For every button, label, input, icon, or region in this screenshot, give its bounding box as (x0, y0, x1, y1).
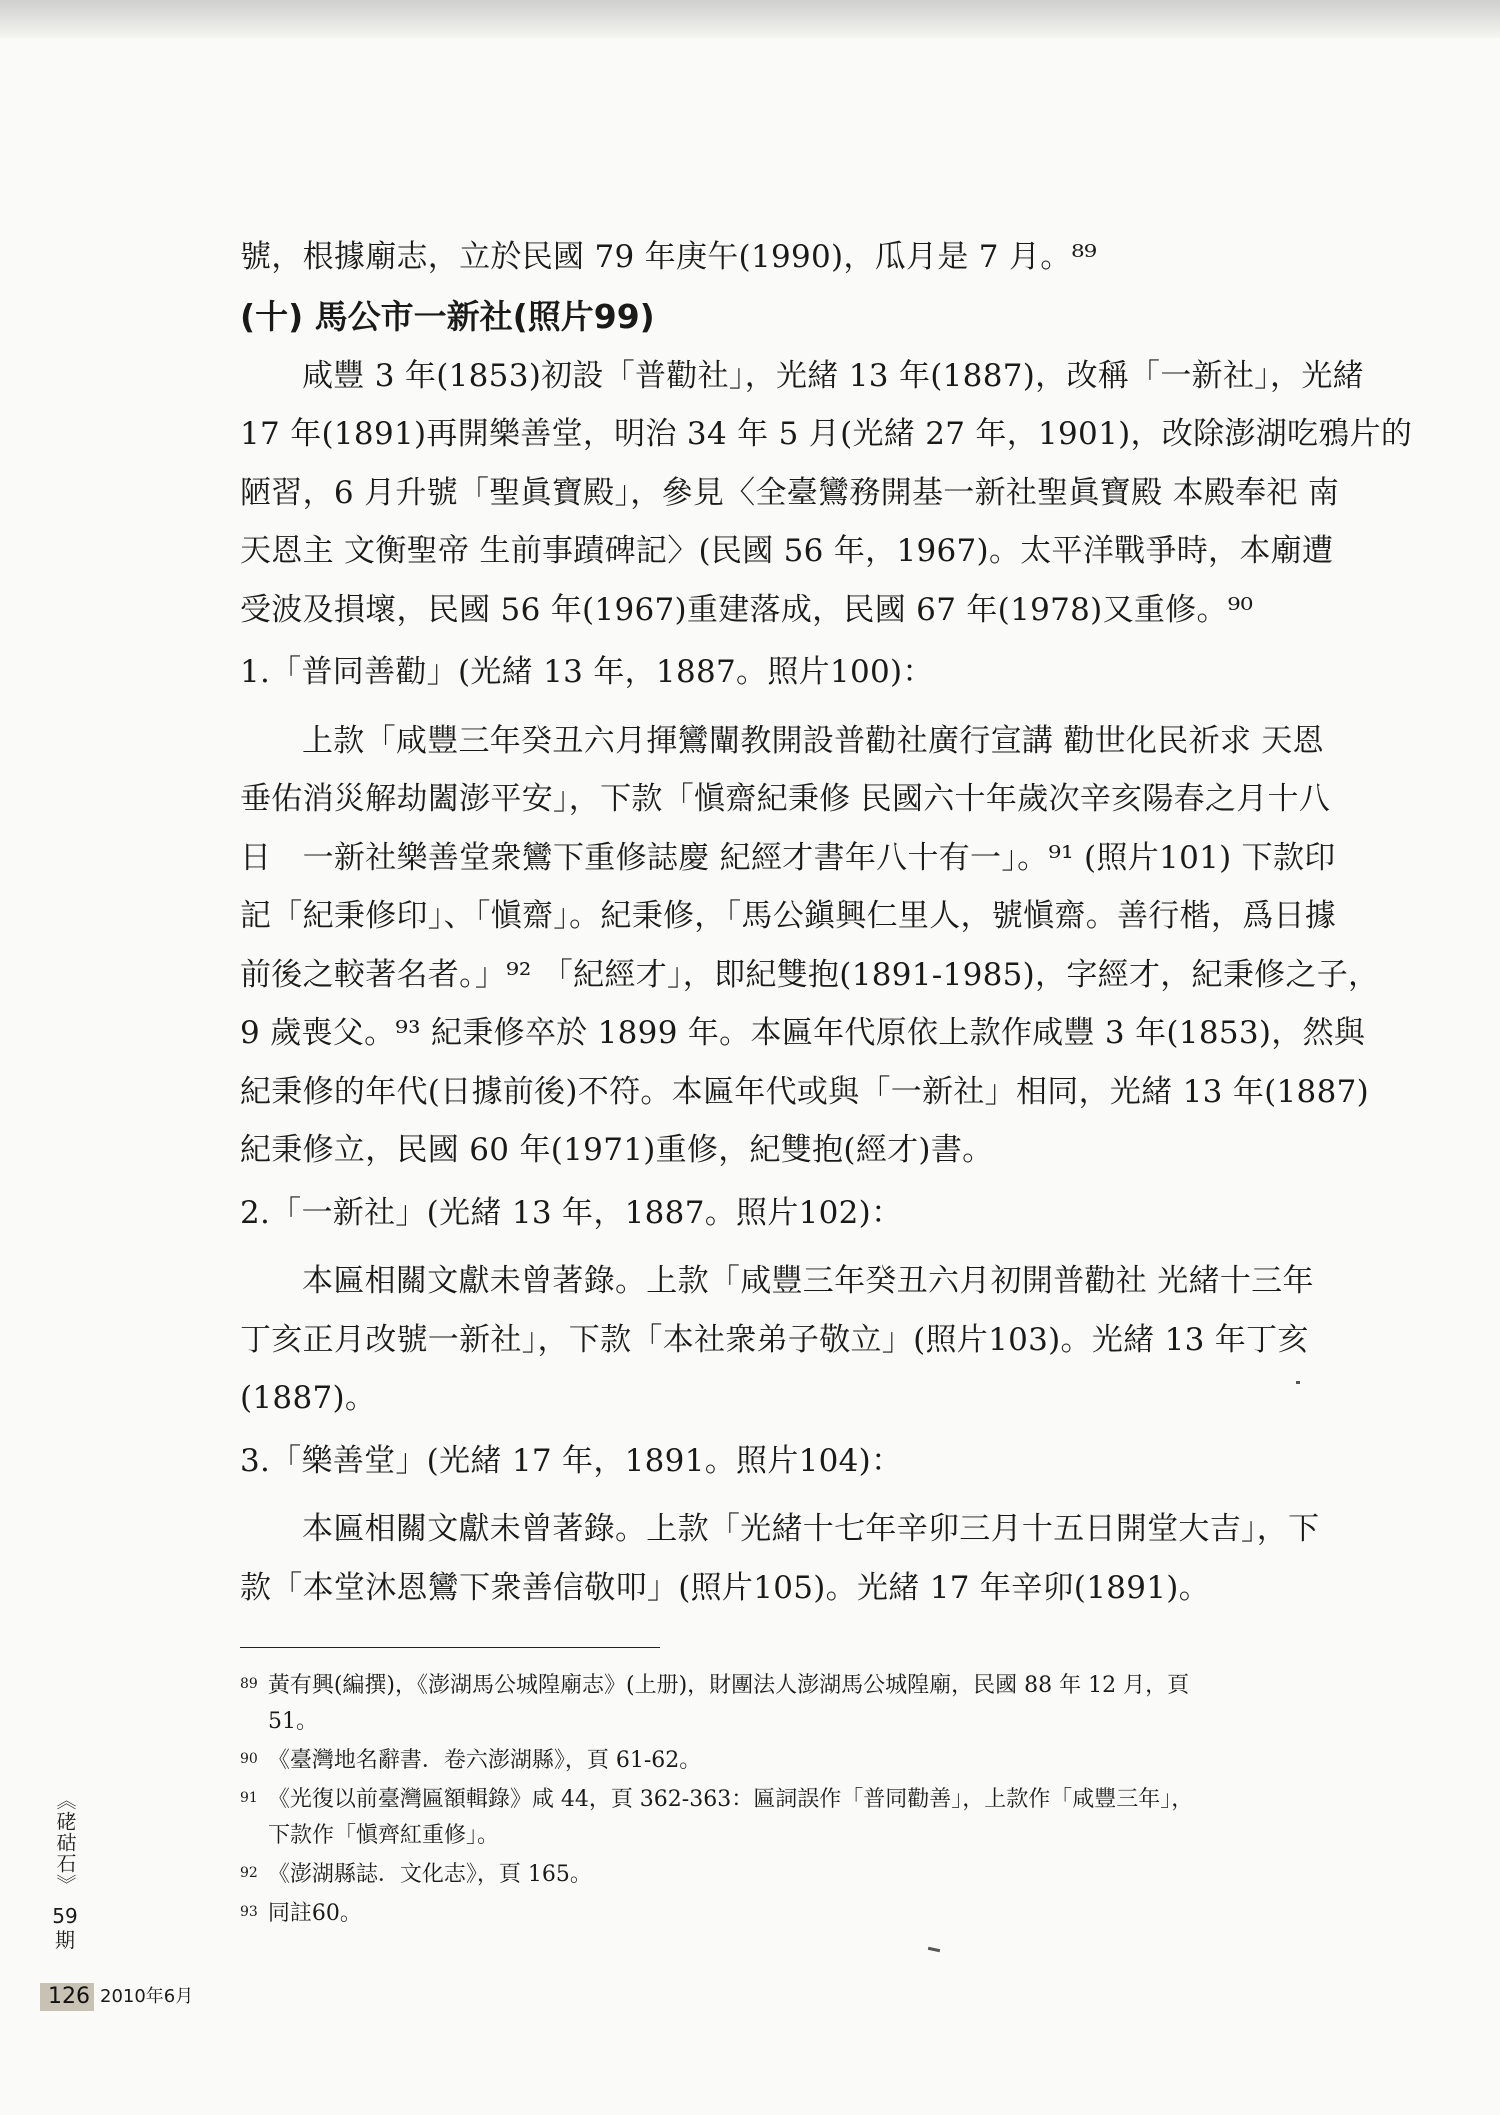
footnote (240, 1668, 1360, 1704)
scan-top-band (0, 0, 1500, 38)
footnote-text: 同註60。 (267, 1901, 362, 1926)
footnote-number: 92 (240, 1865, 258, 1881)
body-line: 咸豐 3 年(1853)初設「普勸社」，光緒 13 年(1887)，改稱「一新社」，光緒 (302, 357, 1364, 394)
body-line: 本匾相關文獻未曾著錄。上款「咸豐三年癸丑六月初開普勸社 光緒十三年 (302, 1263, 1314, 1299)
list-item-heading: 3.「樂善堂」(光緒 17 年，1891。照片104)： (240, 1442, 903, 1479)
body-line: 日 一新社樂善堂衆鸞下重修誌慶 紀經才書年八十有一」。⁹¹ (照片101) 下款印 (240, 839, 1336, 876)
list-item-heading: 2.「一新社」(光緒 13 年，1887。照片102)： (240, 1194, 903, 1231)
scan-speck (928, 1947, 940, 1952)
body-line: 記「紀秉修印」、「愼齋」。紀秉修，「馬公鎭興仁里人，號愼齋。善行楷，爲日據 (240, 898, 1337, 934)
body-line: 17 年(1891)再開樂善堂，明治 34 年 5 月(光緒 27 年，1901)，改除澎湖吃鴉片的 (240, 416, 1413, 452)
body-line: 上款「咸豐三年癸丑六月揮鸞闡教開設普勸社廣行宣講 勸世化民祈求 天恩 (302, 722, 1324, 759)
footnotes (240, 1668, 1360, 1932)
list-item-heading: 1.「普同善勸」(光緒 13 年，1887。照片100)： (240, 654, 934, 690)
footnote (240, 1743, 1360, 1779)
footnote-number: 90 (240, 1751, 258, 1767)
body-line: 丁亥正月改號一新社」，下款「本社衆弟子敬立」(照片103)。光緒 13 年丁亥 (240, 1321, 1309, 1358)
body-line: 陋習，6 月升號「聖眞寶殿」，參見〈全臺鸞務開基一新社聖眞寶殿 本殿奉祀 南 (240, 474, 1340, 511)
footnote-text: 《光復以前臺灣匾額輯錄》咸 44，頁 362-363：匾詞誤作「普同勸善」，上款作「咸豐三年」， (267, 1787, 1194, 1812)
main-text (240, 228, 1413, 1617)
footnote-continuation: 下款作「愼齊紅重修」。 (268, 1823, 500, 1848)
footnote-number: 91 (240, 1790, 258, 1806)
body-line: 紀秉修立，民國 60 年(1971)重修，紀雙抱(經才)書。 (240, 1132, 994, 1168)
body-line: (1887)。 (240, 1380, 377, 1416)
footnote (240, 1896, 1360, 1932)
journal-issue: 59期 (52, 1904, 78, 1952)
footnote-number: 89 (240, 1676, 258, 1692)
scan-speck (1296, 1381, 1300, 1384)
footnote-number: 93 (240, 1904, 258, 1920)
journal-title: 《硓𥑮石》 (53, 1790, 77, 1895)
body-line: 前後之較著名者。」⁹² 「紀經才」，即紀雙抱(1891-1985)，字經才，紀秉修之子， (240, 956, 1380, 993)
body-line: 9 歲喪父。⁹³ 紀秉修卒於 1899 年。本匾年代原依上款作咸豐 3 年(1853)，然與 (240, 1015, 1366, 1051)
body-line: 號，根據廟志，立於民國 79 年庚午(1990)，瓜月是 7 月。⁸⁹ (240, 239, 1098, 275)
footnote-text: 《臺灣地名辭書．卷六澎湖縣》，頁 61-62。 (267, 1748, 702, 1773)
body-line: 垂佑消災解劫闔澎平安」，下款「愼齋紀秉修 民國六十年歲次辛亥陽春之月十八 (240, 781, 1331, 817)
journal-sidebar (48, 1790, 82, 1952)
body-line: 天恩主 文衡聖帝 生前事蹟碑記〉(民國 56 年，1967)。太平洋戰爭時，本廟遭 (240, 533, 1334, 569)
body-line: 紀秉修的年代(日據前後)不符。本匾年代或與「一新社」相同，光緒 13 年(1887) (240, 1073, 1370, 1110)
body-line: 受波及損壞，民國 56 年(1967)重建落成，民國 67 年(1978)又重修。⁹⁰ (240, 591, 1254, 628)
section-heading: (十) 馬公市一新社(照片99) (240, 296, 655, 336)
footnote (240, 1857, 1360, 1893)
footnote-continuation: 51。 (268, 1709, 318, 1734)
footnote-divider (240, 1647, 660, 1648)
body-line: 款「本堂沐恩鸞下衆善信敬叩」(照片105)。光緒 17 年辛卯(1891)。 (240, 1569, 1210, 1606)
footnote (240, 1782, 1360, 1818)
footnote-text: 黃有興(編撰)，《澎湖馬公城隍廟志》(上册)，財團法人澎湖馬公城隍廟，民國 88 年 12 月，頁 (267, 1673, 1190, 1698)
page-number: 126 (40, 1983, 94, 2011)
publication-date: 2010年6月 (100, 1986, 194, 2007)
body-line: 本匾相關文獻未曾著錄。上款「光緒十七年辛卯三月十五日開堂大吉」，下 (302, 1511, 1320, 1547)
footnote-text: 《澎湖縣誌．文化志》，頁 165。 (267, 1862, 592, 1887)
